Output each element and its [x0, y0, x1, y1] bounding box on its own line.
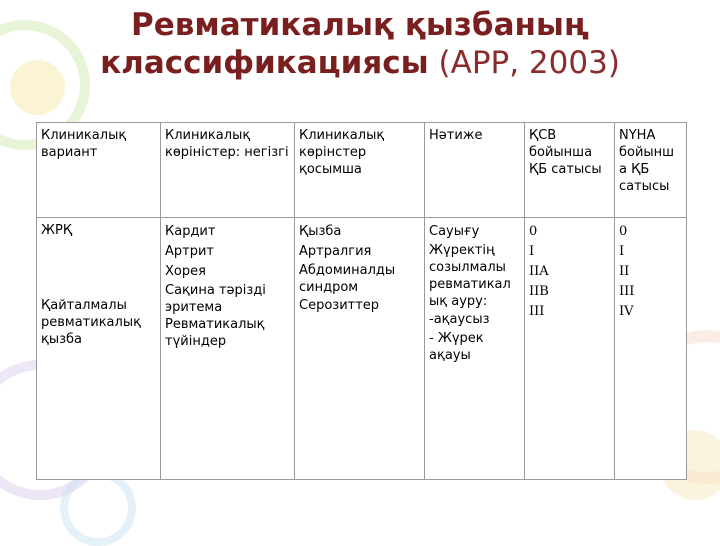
- stage-item: 0: [529, 224, 538, 239]
- variant-cell: [37, 218, 161, 480]
- stage-item: I: [619, 244, 625, 259]
- nyha-stage-cell: [615, 218, 687, 480]
- manifestation-item: Артрит: [165, 244, 214, 259]
- header-cell: Клиникалық көрінстер қосымша: [295, 123, 425, 218]
- outcome-item: - Жүрек ақауы: [429, 331, 484, 363]
- variant-item: ЖРҚ: [41, 223, 73, 238]
- manifestation-item: Абдоминалды синдром: [299, 263, 396, 295]
- stage-item: IIB: [529, 284, 549, 299]
- table-header-row: [37, 123, 687, 218]
- outcome-item: Сауығу: [429, 224, 480, 239]
- outcome-item: -ақаусыз: [429, 312, 490, 327]
- main-manifestations-cell: [161, 218, 295, 480]
- manifestation-item: Қызба: [299, 224, 342, 239]
- stage-item: III: [619, 284, 635, 299]
- page-title: [40, 6, 680, 82]
- manifestation-item: Артралгия: [299, 244, 372, 259]
- stage-item: 0: [619, 224, 628, 239]
- stage-item: IIA: [529, 264, 549, 279]
- decor-circle: [60, 470, 136, 546]
- header-cell: ҚСВ бойынша ҚБ сатысы: [525, 123, 615, 218]
- stage-item: I: [529, 244, 535, 259]
- manifestation-item: Кардит: [165, 224, 216, 239]
- title-main: Ревматикалық қызбаның классификациясы: [100, 7, 589, 81]
- manifestation-item: Серозиттер: [299, 298, 380, 313]
- header-cell: Клиникалық көріністер: негізгі: [161, 123, 295, 218]
- variant-item: Қайталмалы ревматикалық қызба: [41, 298, 141, 347]
- stage-item: IV: [619, 304, 634, 319]
- outcome-cell: [425, 218, 525, 480]
- header-cell: Клиникалық вариант: [37, 123, 161, 218]
- classification-table: [36, 122, 687, 480]
- outcome-item: Жүректің созылмалы ревматикалық ауру:: [429, 243, 511, 309]
- manifestation-item: Ревматикалық түйіндер: [165, 317, 265, 349]
- manifestation-item: Сақина тәрізді эритема: [165, 283, 266, 315]
- header-cell: Нәтиже: [425, 123, 525, 218]
- manifestation-item: Хорея: [165, 264, 206, 279]
- header-cell: NYHA бойынша ҚБ сатысы: [615, 123, 687, 218]
- title-source: (АРР, 2003): [438, 45, 620, 81]
- additional-manifestations-cell: [295, 218, 425, 480]
- table-row: [37, 218, 687, 480]
- stage-item: III: [529, 304, 545, 319]
- stage-item: II: [619, 264, 630, 279]
- ksv-stage-cell: [525, 218, 615, 480]
